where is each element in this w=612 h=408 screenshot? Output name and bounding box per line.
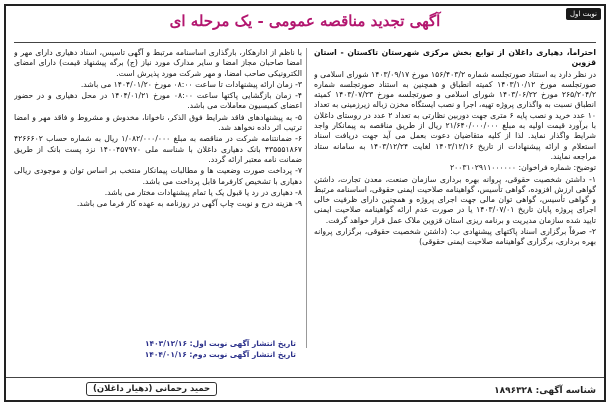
ad-title: آگهی تجدید مناقصه عمومی - یک مرحله ای [169,12,441,30]
paragraph: احتراماً، دهیاری داغلان از توابع بخش مرکزی شهرستان تاکستان - استان قزوین [314,48,596,68]
agency-signature: حمید رحمانی (دهیار داغلان) [86,382,217,396]
paragraph: توضیح: شماره فراخوان: ۲۰۰۳۱۰۲۹۱۱۰۰۰۰۰۰ [449,163,596,173]
publish-date-first: تاریخ انتشار آگهی نوبت اول: ۱۴۰۳/۱۲/۱۶ [144,339,296,348]
tender-ad [4,4,606,402]
paragraph: ۸- دهیاری در رد یا قبول یک یا تمام پیشنهادات مختار می باشد. [104,187,302,197]
ad-id: شناسه آگهی: ۱۸۹۶۳۲۸ [494,386,596,396]
right-column [314,48,596,338]
column-divider [306,48,307,348]
publish-dates [84,338,296,360]
paragraph: ۹- هزینه درج و نوبت چاپ آگهی در روزنامه به عهده کار فرما می باشد. [76,199,302,209]
edition-badge: نوبت اول [566,8,601,20]
paragraph: ۷- پرداخت صورت وضعیت ها و مطالبات پیمانکار منتخب بر اساس توان و موجودی ریالی دهیاری با تشخیص کارفرما قابل پرداخت می باشد. [14,166,302,186]
paragraph: با ناظم از ادارهکار، بارگذاری اساسنامه مرتبط و آگهی تاسیس، اسناد دهیاری دارای مهر و امضا صاحبان مجاز امضا و سایر مدارک مورد نیاز (ج) برگه پیشنهاد قیمت) دارای امضای الکترونیکی صاحب امضا، و مهر شرکت مورد پذیرش است. [14,48,302,78]
title-divider [14,42,596,43]
left-column [14,48,302,338]
paragraph: ۲- صرفاً برگزاری اسناد پاکتهای پیشنهادی ب: (داشتن شخصیت حقوقی، برگزاری پروانه بهره برداری، برگزاری گواهینامه صلاحیت ایمنی حقوقی) [314,227,596,247]
paragraph: ۳- زمان ارائه پیشنهادات تا ساعت ۰۸:۰۰ مورخ ۱۴۰۴/۰۱/۲۰ می باشد. [80,79,302,89]
paragraph: ۶- ضمانتنامه شرکت در مناقصه به مبلغ ۱/۰۸۲/۰۰۰/۰۰۰ ریال به شماره حساب ۴۲۶۶۶۰۲ ۴۳۵۵۵۱۸۶۷ بانک دهیاری داغلان با شناسه ملی ۱۴۰۰۴۵۷۹۷۰ نزد پست بانک از طریق ضمانت نامه معتبر ارائه گردد. [14,134,302,164]
paragraph: در نظر دارد به استناد صورتجلسه شماره ۱۵۶/۴۰۳/۲ مورخ ۱۴۰۳/۰۹/۱۷ شورای اسلامی و صورتجلسه مورخ ۱۴۰۳/۱۰/۱۲ کمیته انطباق و همچنین به استناد صورتجلسه شماره ۲۶۵/۲۰۴/۲ مورخ ۱۴۰۳/۰۶/۲۲ شورای اسلامی و صورتجلسه مورخ ۱۴۰۳/۰۷/۲۳ کمیته انطباق نسبت به واگذاری پروژه تهیه، اجرا و نصب ایستگاه مخزن زباله زیرزمینی به تعداد ۱۰ عدد خرید و نصب پایه ۶ متری جهت دوربین نظارتی به تعداد ۲ عدد در روستای داغلان با برآورد قیمت اولیه به مبلغ ۲۱/۶۴۰/۰۰۰/۰۰۰ ریال از طریق مناقصه به پیمانکار واجد شرایط واگذار نماید. لذا از کلیه متقاضیان دعوت بعمل می آید جهت دریافت اسناد استعلام و ارائه پیشنهادات از تاریخ ۱۴۰۳/۱۲/۱۶ لغایت ۱۴۰۳/۱۲/۲۴ به سامانه ستاد مراجعه نمایند. [314,69,596,161]
publish-date-second: تاریخ انتشار آگهی نوبت دوم: ۱۴۰۴/۰۱/۱۶ [144,350,296,359]
paragraph: ۱- داشتن شخصیت حقوقی، پروانه بهره برداری سازمان صنعت، معدن تجارت، داشتن گواهی ارزش افزوده، گواهی تأسیس، گواهینامه صلاحیت ایمنی حقوقی، اساسنامه مرتبط و گواهی تأسیس، گواهی توان مالی جهت اجرای پروژه و همچنین دارای ظرفیت خالی اجرای پروژه پایان تاریخ ۱۴۰۳/۰۷/۰۱ یا در صورت عدم ارائه گواهینامه صلاحیت ایمنی تایید شده سازمان مدیریت و برنامه ریزی استان قزوین ملاک عمل قرار خواهد گرفت. [314,174,596,225]
ad-footer [6,377,604,400]
paragraph: ۵- به پیشنهادهای فاقد شرایط فوق الذکر، ناخوانا، مخدوش و مشروط و فاقد مهر و امضا ترتیب اثر داده نخواهد شد. [14,112,302,133]
paragraph: ۴- زمان بازگشایی پاکتها ساعت ۰۸:۰۰ مورخ ۱۴۰۴/۰۱/۲۱ در محل دهیاری و در حضور اعضای کمیسیون معاملات می باشد. [14,91,302,111]
